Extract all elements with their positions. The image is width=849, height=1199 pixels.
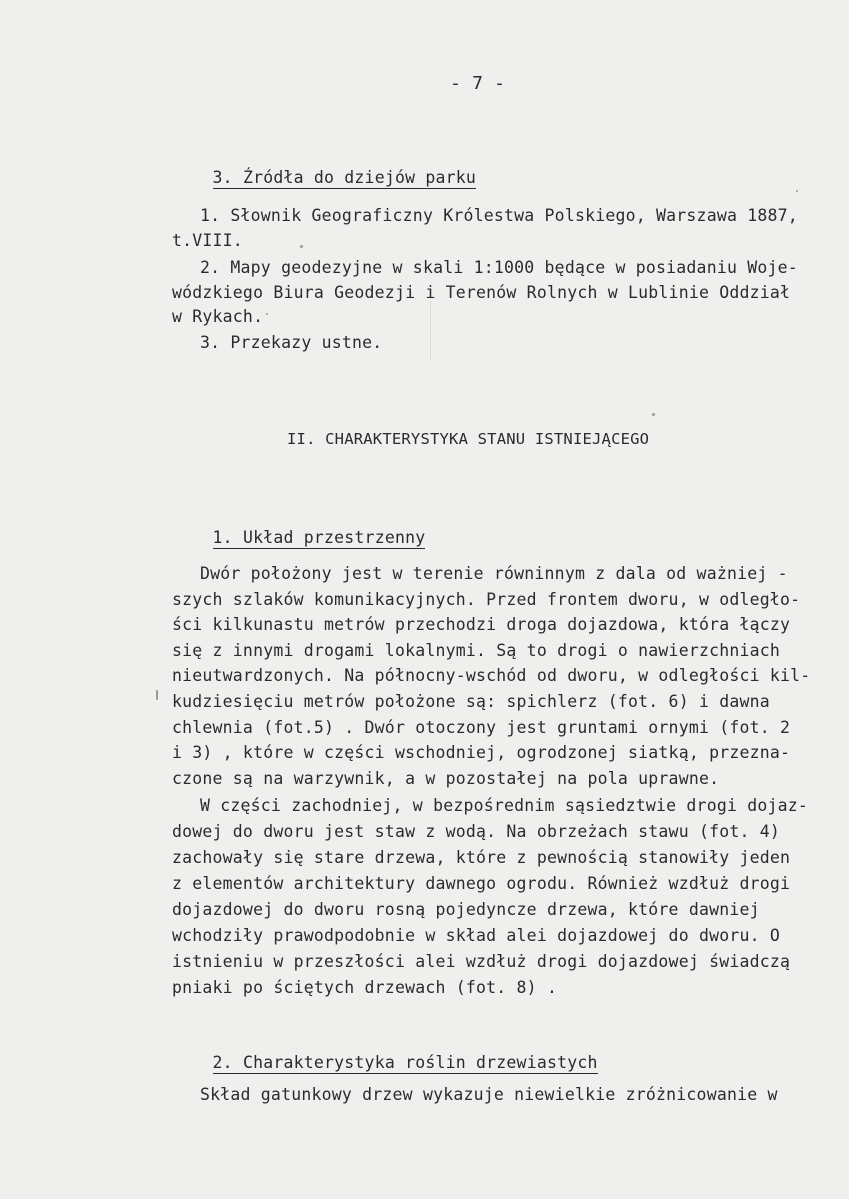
- list-item: wódzkiego Biura Geodezji i Terenów Rolnych w Lublinie Oddział: [172, 283, 791, 302]
- paragraph-line: szych szlaków komunikacyjnych. Przed frontem dworu, w odległo-: [172, 590, 801, 609]
- list-item: t.VIII.: [172, 231, 243, 250]
- paragraph-line: i 3) , które w części wschodniej, ogrodzonej siatką, przezna-: [172, 743, 791, 762]
- paragraph-line: istnieniu w przeszłości alei wzdłuż drogi dojazdowej świadczą: [172, 952, 791, 971]
- section-heading-sources-text: 3. Źródła do dziejów parku: [212, 168, 477, 187]
- scan-crease: [430, 300, 431, 360]
- section-heading-sources: [172, 148, 476, 208]
- paragraph-line: ści kilkunastu metrów przechodzi droga dojazdowa, która łączy: [172, 615, 791, 634]
- section-heading-trees-text: 2. Charakterystyka roślin drzewiastych: [212, 1053, 598, 1072]
- paragraph-line: się z innymi drogami lokalnymi. Są to drogi o nawierzchniach: [172, 641, 781, 660]
- paragraph-line: chlewnia (fot.5) . Dwór otoczony jest gruntami ornymi (fot. 2: [172, 718, 791, 737]
- page-number: - 7 -: [450, 73, 506, 94]
- chapter-title: II. CHARAKTERYSTYKA STANU ISTNIEJĄCEGO: [287, 430, 650, 448]
- paragraph-line: z elementów architektury dawnego ogrodu. Również wzdłuż drogi: [172, 874, 791, 893]
- paragraph-line: dojazdowej do dworu rosną pojedyncze drzewa, które dawniej: [172, 900, 760, 919]
- paragraph-line: Skład gatunkowy drzew wykazuje niewielkie zróżnicowanie w: [200, 1085, 778, 1104]
- section-heading-layout: [172, 508, 425, 568]
- section-heading-layout-text: 1. Układ przestrzenny: [212, 528, 426, 547]
- list-item: 2. Mapy geodezyjne w skali 1:1000 będące w posiadaniu Woje-: [200, 258, 798, 277]
- list-item: 1. Słownik Geograficzny Królestwa Polskiego, Warszawa 1887,: [200, 206, 798, 225]
- paragraph-line: Dwór położony jest w terenie równinnym z dala od ważniej -: [200, 564, 788, 583]
- paragraph-line: czone są na warzywnik, a w pozostałej na pola uprawne.: [172, 769, 720, 788]
- section-heading-trees: [172, 1033, 598, 1093]
- list-item: w Rykach.: [172, 307, 264, 326]
- scan-speck: [652, 413, 655, 416]
- paragraph-line: zachowały się stare drzewa, które z pewnością stanowiły jeden: [172, 848, 791, 867]
- paragraph-line: kudziesięciu metrów położone są: spichlerz (fot. 6) i dawna: [172, 692, 770, 711]
- scan-speck: [156, 690, 158, 700]
- scan-speck: [266, 313, 268, 315]
- scan-speck: [300, 245, 303, 248]
- paragraph-line: nieutwardzonych. Na północny-wschód od dworu, w odległości kil-: [172, 666, 811, 685]
- paragraph-line: wchodziły prawodpodobnie w skład alei dojazdowej do dworu. O: [172, 926, 781, 945]
- paragraph-line: W części zachodniej, w bezpośrednim sąsiedztwie drogi dojaz-: [200, 796, 809, 815]
- paragraph-line: pniaki po ściętych drzewach (fot. 8) .: [172, 978, 558, 997]
- list-item: 3. Przekazy ustne.: [200, 333, 383, 352]
- scan-speck: [796, 190, 798, 192]
- paragraph-line: dowej do dworu jest staw z wodą. Na obrzeżach stawu (fot. 4): [172, 822, 781, 841]
